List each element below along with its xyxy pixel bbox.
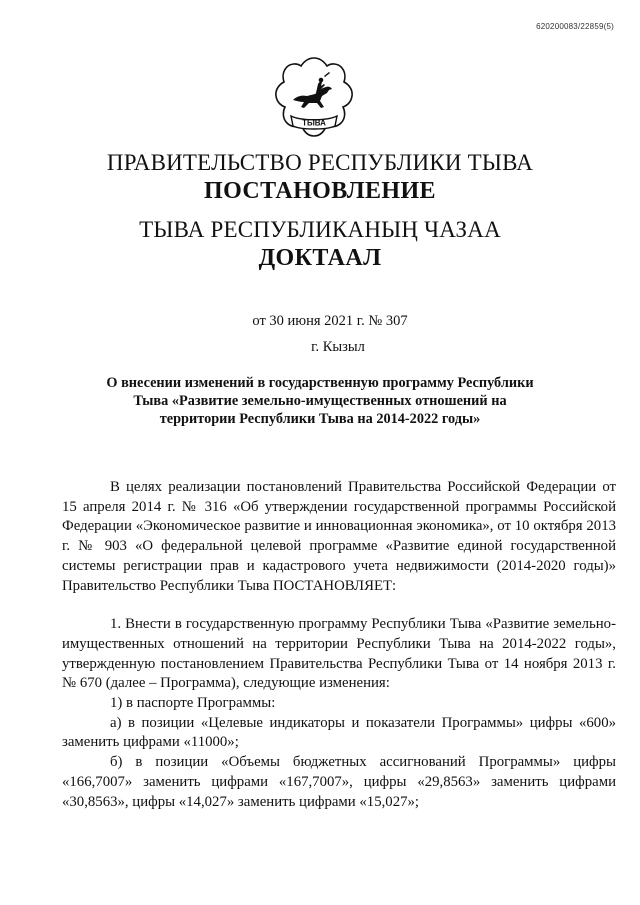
decree-title: ПОСТАНОВЛЕНИЕ xyxy=(204,178,436,204)
government-title-tuvan: ТЫВА РЕСПУБЛИКАНЫҢ ЧАЗАА xyxy=(139,217,501,242)
decree-subject: О внесении изменений в государственную программу Республики Тыва «Развитие земельно-имущественных отношений на территории Республики Тыва на 2014-2022 годы» xyxy=(106,375,534,427)
document-number: 620200083/22859(5) xyxy=(536,22,614,31)
decree-date: от 30 июня 2021 г. № 307 xyxy=(252,313,408,329)
paragraph-subitem-1: 1) в паспорте Программы: xyxy=(110,695,276,712)
decree-title-tuvan: ДОКТААЛ xyxy=(258,245,382,271)
emblem-icon xyxy=(271,54,357,150)
paragraph-subitem-a: а) в позиции «Целевые индикаторы и показатели Программы» цифры «600» заменить цифрами «11000»; xyxy=(62,714,616,751)
emblem-label: ТЫВА xyxy=(302,118,326,128)
decree-city: г. Кызыл xyxy=(311,339,365,355)
paragraph-item-1: 1. Внести в государственную программу Республики Тыва «Развитие земельно-имущественных отношений на территории Республики Тыва на 2014-2022 годы», утвержденную постановлением Правительства Республики Тыва от 14 ноября 2013 г. № 670 (далее – Программа), следующие изменения: xyxy=(62,616,616,692)
paragraph-preamble: В целях реализации постановлений Правительства Российской Федерации от 15 апреля 2014 г. № 316 «Об утверждении государственной программы Российской Федерации «Экономическое развитие и инновационная экономика», от 10 октября 2013 г. № 903 «О федеральной целевой программе «Развитие единой государственной системы регистрации прав и кадастрового учета недвижимости (2014-2020 годы)» Правительство Республики Тыва ПОСТАНОВЛЯЕТ: xyxy=(62,479,616,594)
paragraph-subitem-b: б) в позиции «Объемы бюджетных ассигнований Программы» цифры «166,7007» заменить цифрами «167,7007», цифры «29,8563» заменить цифрами «30,8563», цифры «14,027» заменить цифрами «15,027»; xyxy=(62,754,616,810)
government-title: ПРАВИТЕЛЬСТВО РЕСПУБЛИКИ ТЫВА xyxy=(106,150,534,175)
decree-body xyxy=(62,478,616,812)
